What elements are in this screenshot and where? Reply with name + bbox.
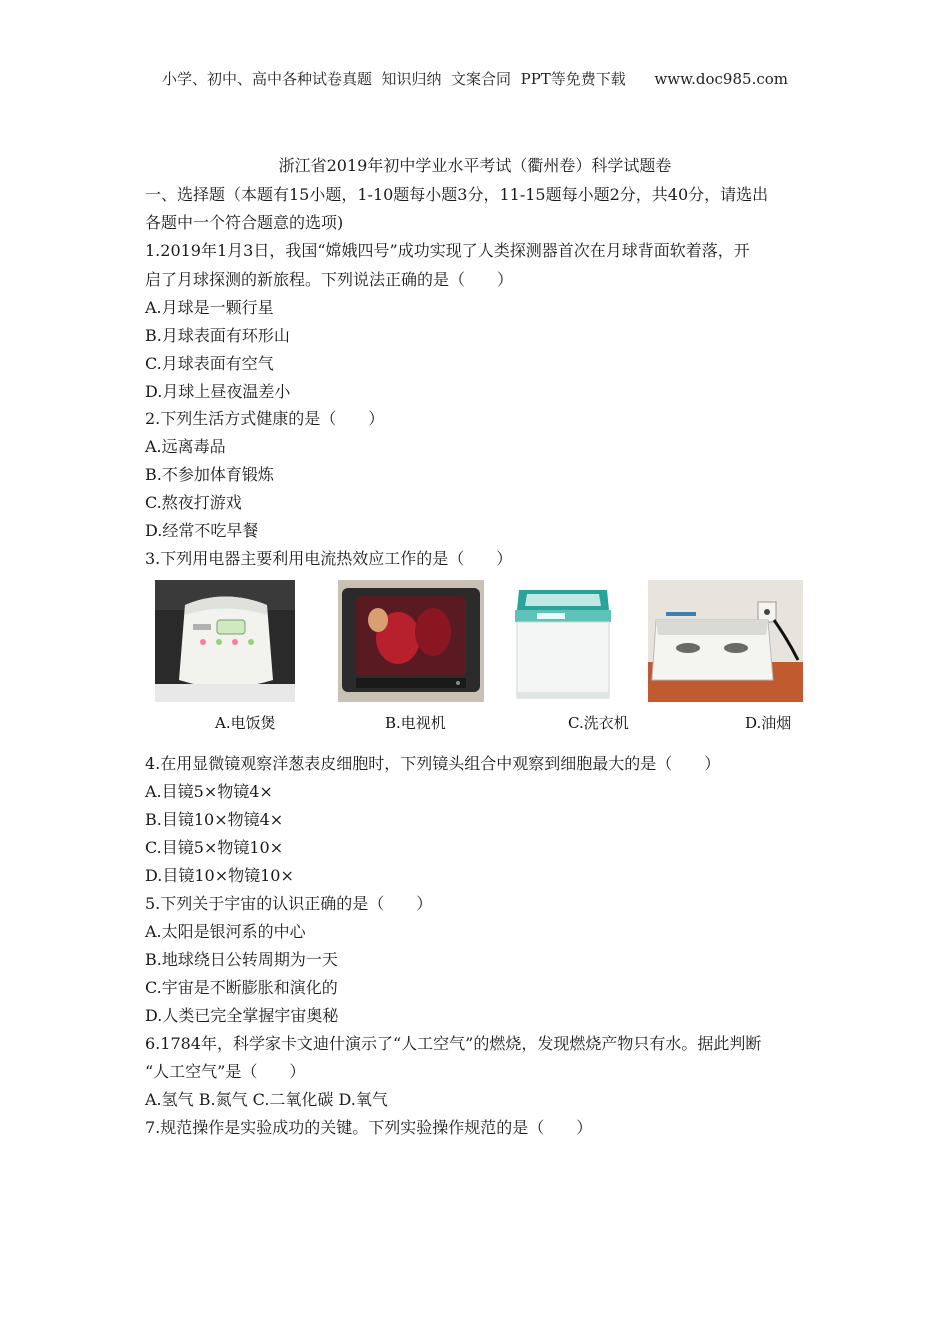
q6-options: A.氢气 B.氮气 C.二氧化碳 D.氧气 xyxy=(145,1090,388,1109)
q5-option-b: B.地球绕日公转周期为一天 xyxy=(145,950,338,969)
q2-option-c: C.熬夜打游戏 xyxy=(145,493,242,512)
q5-stem: 5.下列关于宇宙的认识正确的是（ ） xyxy=(145,894,433,913)
q3-caption-d: D.油烟 xyxy=(745,714,792,732)
q6-stem-line2: “人工空气”是（ ） xyxy=(145,1062,306,1081)
q4-option-d: D.目镜10×物镜10× xyxy=(145,866,294,885)
television-image xyxy=(338,580,484,702)
q3-caption-a: A.电饭煲 xyxy=(215,714,276,732)
q7-stem: 7.规范操作是实验成功的关键。下列实验操作规范的是（ ） xyxy=(145,1118,593,1137)
rice-cooker-image xyxy=(155,580,295,702)
q4-option-a: A.目镜5×物镜4× xyxy=(145,782,273,801)
q5-option-d: D.人类已完全掌握宇宙奥秘 xyxy=(145,1006,339,1025)
q1-option-a: A.月球是一颗行星 xyxy=(145,298,274,317)
q1-stem-line2: 启了月球探测的新旅程。下列说法正确的是（ ） xyxy=(145,270,514,289)
q3-caption-c: C.洗衣机 xyxy=(568,714,629,732)
section-instructions-line1: 一、选择题（本题有15小题，1-10题每小题3分，11-15题每小题2分，共40分，请选出 xyxy=(145,185,769,204)
q4-option-c: C.目镜5×物镜10× xyxy=(145,838,284,857)
q2-stem: 2.下列生活方式健康的是（ ） xyxy=(145,409,385,428)
q3-stem: 3.下列用电器主要利用电流热效应工作的是（ ） xyxy=(145,549,513,568)
q1-option-c: C.月球表面有空气 xyxy=(145,354,274,373)
q5-option-c: C.宇宙是不断膨胀和演化的 xyxy=(145,978,338,997)
q3-figure xyxy=(155,580,803,735)
q2-option-a: A.远离毒品 xyxy=(145,437,226,456)
q1-option-b: B.月球表面有环形山 xyxy=(145,326,290,345)
page-header: 小学、初中、高中各种试卷真题 知识归纳 文案合同 PPT等免费下载 www.doc985.com xyxy=(161,70,788,88)
range-hood-image xyxy=(648,580,803,702)
q6-stem-line1: 6.1784年，科学家卡文迪什演示了“人工空气”的燃烧，发现燃烧产物只有水。据此判断 xyxy=(145,1034,762,1053)
q2-option-b: B.不参加体育锻炼 xyxy=(145,465,274,484)
q1-stem-line1: 1.2019年1月3日，我国“嫦娥四号”成功实现了人类探测器首次在月球背面软着落，开 xyxy=(145,241,750,260)
q1-option-d: D.月球上昼夜温差小 xyxy=(145,382,291,401)
q5-option-a: A.太阳是银河系的中心 xyxy=(145,922,306,941)
exam-title: 浙江省2019年初中学业水平考试（衢州卷）科学试题卷 xyxy=(278,156,672,175)
q4-stem: 4.在用显微镜观察洋葱表皮细胞时，下列镜头组合中观察到细胞最大的是（ ） xyxy=(145,754,721,773)
q4-option-b: B.目镜10×物镜4× xyxy=(145,810,284,829)
q3-caption-b: B.电视机 xyxy=(385,714,446,732)
q2-option-d: D.经常不吃早餐 xyxy=(145,521,259,540)
washing-machine-image xyxy=(507,580,619,702)
section-instructions-line2: 各题中一个符合题意的选项) xyxy=(145,213,344,232)
